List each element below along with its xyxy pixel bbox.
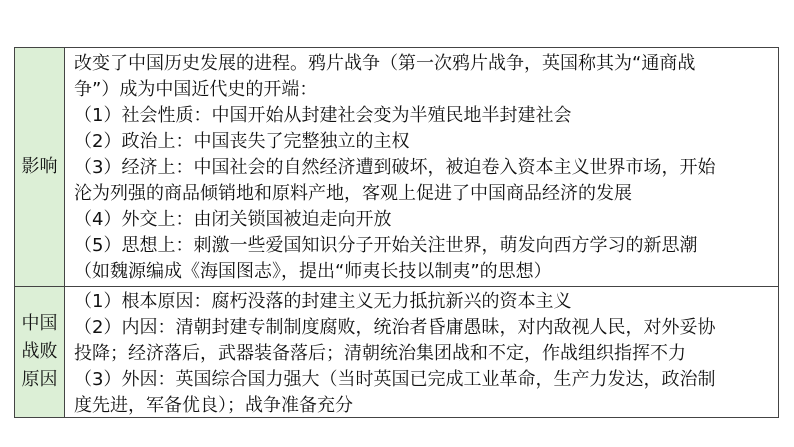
row-header-impact bbox=[15, 48, 65, 286]
content-line: （如魏源编成《海国图志》，提出“师夷长技以制夷”的思想） bbox=[74, 261, 552, 282]
content-line: 投降；经济落后，武器装备落后；清朝统治集团战和不定，作战组织指挥不力 bbox=[74, 343, 686, 364]
content-line: 改变了中国历史发展的进程。鸦片战争（第一次鸦片战争，英国称其为“通商战 bbox=[74, 53, 696, 74]
content-line: （1）社会性质：中国开始从封建社会变为半殖民地半封建社会 bbox=[74, 105, 572, 126]
row-header-defeat-reasons-label bbox=[20, 310, 60, 394]
content-line: （3）外因：英国综合国力强大（当时英国已完成工业革命，生产力发达，政治制 bbox=[74, 369, 716, 390]
table-row-impact bbox=[15, 48, 778, 287]
content-line: （5）思想上：刺激一些爱国知识分子开始关注世界，萌发向西方学习的新思潮 bbox=[74, 235, 698, 256]
content-line: 争”）成为中国近代史的开端： bbox=[74, 79, 318, 100]
history-table bbox=[14, 47, 779, 418]
content-line: 度先进，军备优良）；战争准备充分 bbox=[74, 395, 353, 416]
row-header-line: 战败 bbox=[21, 341, 58, 362]
content-line: （2）内因：清朝封建专制制度腐败，统治者昏庸愚昧，对内敌视人民，对外妥协 bbox=[74, 317, 716, 338]
content-line: 沦为列强的商品倾销地和原料产地，客观上促进了中国商品经济的发展 bbox=[74, 183, 632, 204]
row-content-defeat-reasons bbox=[65, 287, 778, 417]
row-content-impact bbox=[65, 48, 778, 286]
row-header-line: 原因 bbox=[21, 369, 58, 390]
row-header-line: 中国 bbox=[21, 313, 58, 334]
content-line: （1）根本原因：腐朽没落的封建主义无力抵抗新兴的资本主义 bbox=[74, 291, 572, 312]
row-header-impact-label: 影响 bbox=[21, 156, 58, 177]
content-line: （3）经济上：中国社会的自然经济遭到破坏，被迫卷入资本主义世界市场，开始 bbox=[74, 157, 716, 178]
content-line: （2）政治上：中国丧失了完整独立的主权 bbox=[74, 131, 410, 152]
content-line: （4）外交上：由闭关锁国被迫走向开放 bbox=[74, 209, 392, 230]
row-header-defeat-reasons bbox=[15, 287, 65, 417]
table-row-defeat-reasons bbox=[15, 287, 778, 417]
